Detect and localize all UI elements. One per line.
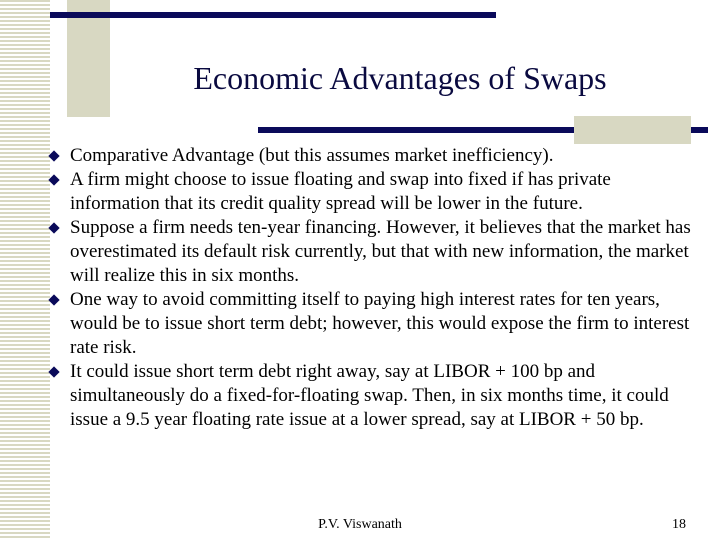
- diamond-bullet-icon: [48, 174, 59, 185]
- bullet-text: It could issue short term debt right away, say at LIBOR + 100 bp and simultaneously do a fixed-for-floating swap. Then, in six months time, it could issue a 9.5 year floating rate issue at a lower spread, say at LIBOR + 50 bp.: [70, 361, 669, 430]
- decorative-line-top: [50, 12, 496, 18]
- diamond-bullet-icon: [48, 150, 59, 161]
- bullet-text: One way to avoid committing itself to paying high interest rates for ten years, would be to issue short term debt; however, this would expose the firm to interest rate risk.: [70, 289, 690, 358]
- diamond-bullet-icon: [48, 222, 59, 233]
- bullet-list: [44, 144, 704, 432]
- bullet-item: [44, 144, 704, 168]
- page-number: 18: [672, 517, 686, 532]
- bullet-item: [44, 360, 704, 432]
- bullet-item: [44, 216, 704, 288]
- bullet-item: [44, 288, 704, 360]
- diamond-bullet-icon: [48, 294, 59, 305]
- footer-author: P.V. Viswanath: [318, 517, 402, 532]
- bullet-text: Comparative Advantage (but this assumes market inefficiency).: [70, 145, 554, 166]
- decorative-stripes: [0, 0, 50, 540]
- bullet-item: [44, 168, 704, 216]
- decorative-block-right: [574, 116, 691, 144]
- slide-title: Economic Advantages of Swaps: [193, 60, 607, 96]
- diamond-bullet-icon: [48, 366, 59, 377]
- bullet-text: Suppose a firm needs ten-year financing. However, it believes that the market has overestimated its default risk currently, but that with new information, the market will realize this in six months.: [70, 217, 691, 286]
- bullet-text: A firm might choose to issue floating and swap into fixed if has private information that its credit quality spread will be lower in the future.: [70, 169, 611, 214]
